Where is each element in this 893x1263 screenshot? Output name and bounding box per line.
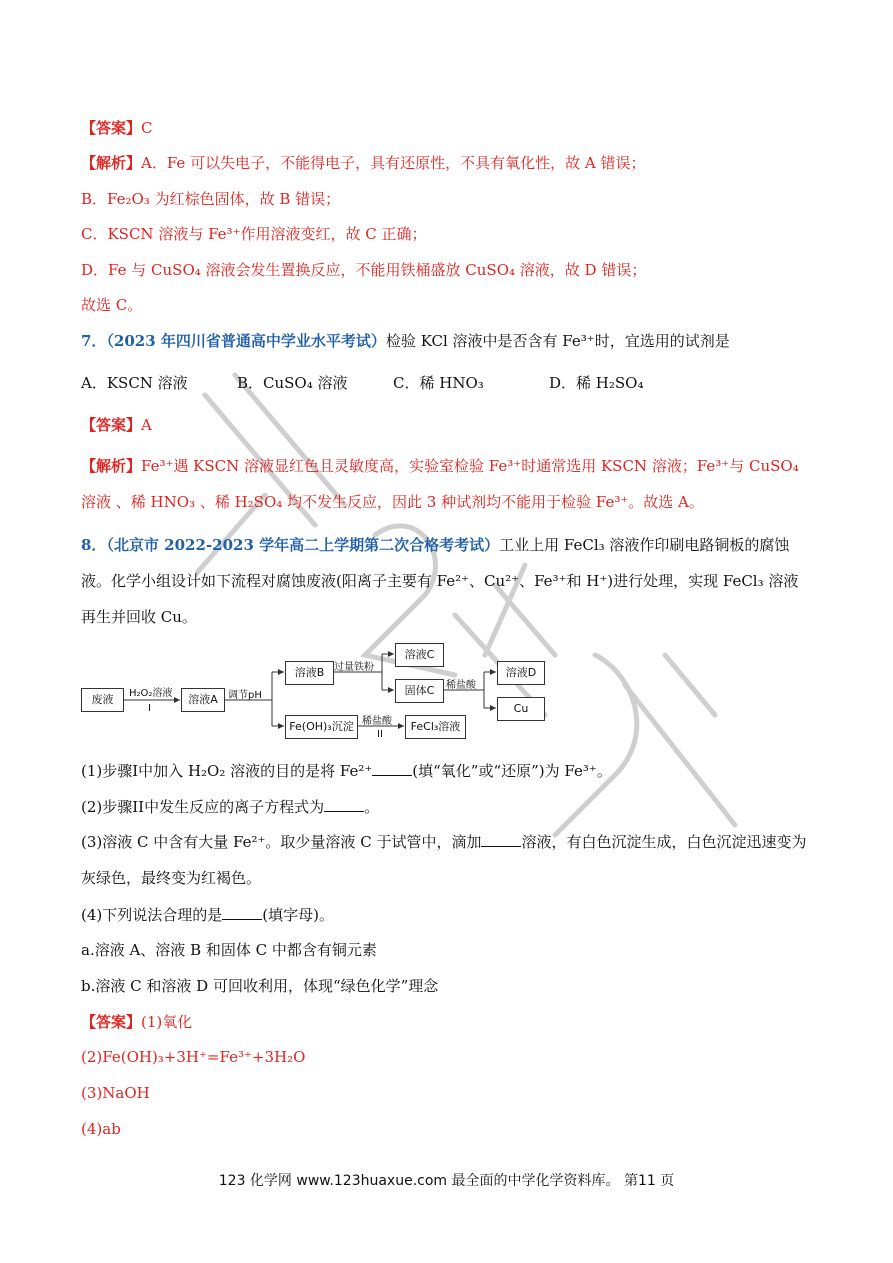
q7-option-b: B．CuSO₄ 溶液 <box>237 374 348 392</box>
q8-answer <box>81 1012 192 1032</box>
box-waste: 废液 <box>81 688 124 712</box>
box-solid-c: 固体C <box>395 679 444 703</box>
answer-label: 【答案】 <box>81 416 142 434</box>
q8-option-a: a.溶液 A、溶液 B 和固体 C 中都含有铜元素 <box>81 941 377 959</box>
answer-blank <box>222 905 262 920</box>
answer-value: A <box>141 416 152 434</box>
page-footer: 123 化学网 www.123huaxue.com 最全面的中学化学资料库。 第11 页 <box>218 1173 675 1189</box>
analysis-text: Fe³⁺遇 KSCN 溶液显红色且灵敏度高，实验室检验 Fe³⁺时通常选用 KSCN 溶液；Fe³⁺与 CuSO₄ 溶液 、稀 HNO₃ 、稀 H₂SO₄ 均不发生反应，因此 3 种试剂均不能用于检验 Fe³⁺。故选 A。 <box>81 457 799 511</box>
analysis-label: 【解析】 <box>81 154 142 172</box>
sub4-text: (4)下列说法合理的是 <box>81 906 223 924</box>
label-iron-powder: 过量铁粉 <box>334 662 374 673</box>
label-hcl-2: 稀盐酸 <box>362 716 392 727</box>
box-solution-d: 溶液D <box>497 661 545 685</box>
label-step1: I <box>148 703 151 714</box>
q6-analysis-b: B．Fe₂O₃ 为红棕色固体，故 B 错误； <box>81 190 341 208</box>
label-h2o2: H₂O₂溶液 <box>129 688 173 699</box>
answer-blank <box>324 797 364 812</box>
answer-value: C <box>141 119 153 137</box>
sub1-text-2: (填“氧化”或“还原”)为 Fe³⁺。 <box>412 762 612 780</box>
label-adjust-ph: 调节pH <box>228 690 262 701</box>
q8-sub2 <box>81 797 379 817</box>
box-solution-b: 溶液B <box>285 661 334 685</box>
question-source: （2023 年四川省普通高中学业水平考试） <box>106 332 386 350</box>
q8-sub3 <box>81 824 813 896</box>
sub3-text-2: 溶液，有白色沉淀生成，白色沉淀迅速变为灰绿色，最终变为红褐色。 <box>81 833 807 887</box>
label-step2: II <box>377 729 383 740</box>
sub2-text-2: 。 <box>364 798 380 816</box>
box-precipitate: Fe(OH)₃沉淀 <box>285 715 358 739</box>
question-text: 检验 KCl 溶液中是否含有 Fe³⁺时，宜选用的试剂是 <box>385 332 730 350</box>
q7-option-a: A．KSCN 溶液 <box>81 374 188 392</box>
answer-label: 【答案】 <box>81 1013 142 1031</box>
q7-option-d: D．稀 H₂SO₄ <box>549 374 644 392</box>
sub4-text-2: (填字母)。 <box>262 906 334 924</box>
question-text: 工业上用 FeCl₃ 溶液作印刷电路铜板的腐蚀液。化学小组设计如下流程对腐蚀废液(阳离子主要有 Fe²⁺、Cu²⁺、Fe³⁺和 H⁺)进行处理，实现 FeCl₃ 溶液再生并回收 Cu。 <box>81 536 799 626</box>
answer-blank <box>372 761 412 776</box>
q6-analysis-c: C．KSCN 溶液与 Fe³⁺作用溶液变红，故 C 正确； <box>81 225 427 243</box>
question-number: 8． <box>81 536 107 554</box>
answer-blank <box>481 832 521 847</box>
q8-answer-2: (2)Fe(OH)₃+3H⁺=Fe³⁺+3H₂O <box>81 1048 306 1066</box>
q8-answer-4: (4)ab <box>81 1120 121 1138</box>
box-solution-c: 溶液C <box>395 643 444 667</box>
analysis-text: A．Fe 可以失电子，不能得电子，具有还原性，不具有氧化性，故 A 错误； <box>141 154 646 172</box>
question-number: 7． <box>81 332 107 350</box>
box-solution-a: 溶液A <box>181 688 225 712</box>
sub3-text: (3)溶液 C 中含有大量 Fe²⁺。取少量溶液 C 于试管中，滴加 <box>81 833 482 851</box>
analysis-label: 【解析】 <box>81 457 142 475</box>
sub1-text: (1)步骤I中加入 H₂O₂ 溶液的目的是将 Fe²⁺ <box>81 762 373 780</box>
q8-option-b: b.溶液 C 和溶液 D 可回收利用，体现“绿色化学”理念 <box>81 977 439 995</box>
q6-analysis-d: D．Fe 与 CuSO₄ 溶液会发生置换反应，不能用铁桶盛放 CuSO₄ 溶液，故 D 错误； <box>81 261 647 279</box>
sub2-text: (2)步骤II中发生反应的离子方程式为 <box>81 798 325 816</box>
answer-1: (1)氧化 <box>141 1013 193 1031</box>
q8-sub1 <box>81 761 612 781</box>
question-source: （北京市 2022-2023 学年高二上学期第二次合格考考试） <box>106 536 500 554</box>
box-cu: Cu <box>497 697 545 721</box>
q6-conclusion: 故选 C。 <box>81 296 143 314</box>
label-hcl-1: 稀盐酸 <box>446 680 476 691</box>
answer-label: 【答案】 <box>81 119 142 137</box>
q8-sub4 <box>81 905 334 925</box>
q8-answer-3: (3)NaOH <box>81 1084 150 1102</box>
box-fecl3: FeCl₃溶液 <box>405 715 466 739</box>
q7-option-c: C．稀 HNO₃ <box>393 374 484 392</box>
